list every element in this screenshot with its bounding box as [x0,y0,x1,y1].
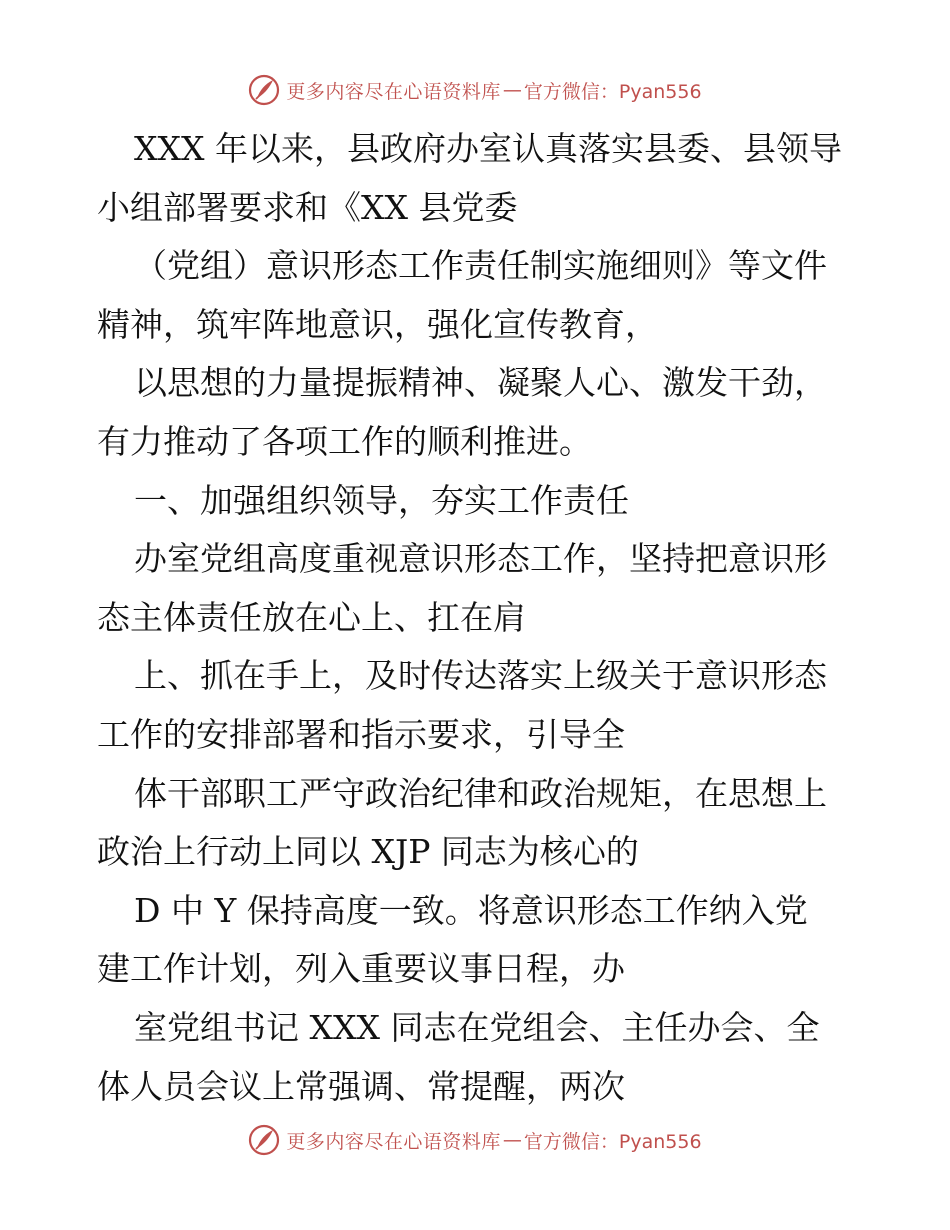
watermark-wechat: 官方微信：Pyan556 [523,1130,702,1153]
paragraph-line: 上、抓在手上，及时传达落实上级关于意识形态 [134,656,827,696]
paragraph-line: 建工作计划，列入重要议事日程，办 [97,949,625,989]
paragraph-line: 以思想的力量提振精神、凝聚人心、激发干劲， [134,363,827,403]
watermark-wechat: 官方微信：Pyan556 [523,80,702,103]
paragraph-line: 室党组书记 XXX 同志在党组会、主任办会、全 [134,1007,820,1047]
paragraph-line: 态主体责任放在心上、扛在肩 [97,597,526,637]
watermark-separator: — [502,79,522,101]
paragraph-line: 政治上行动上同以 XJP 同志为核心的 [97,832,639,872]
watermark-text: 更多内容尽在心语资料库 [286,80,501,103]
paragraph-line: 工作的安排部署和指示要求，引导全 [97,714,625,754]
document-body [97,120,867,1116]
paragraph-line: 有力推动了各项工作的顺利推进。 [97,421,592,461]
paragraph-line: 小组部署要求和《XX 县党委 [97,187,518,227]
footer-watermark [0,1120,950,1160]
paragraph-line: 体人员会议上常强调、常提醒，两次 [97,1066,625,1106]
paragraph-line: D 中 Y 保持高度一致。将意识形态工作纳入党 [134,890,808,930]
paragraph-line: （党组）意识形态工作责任制实施细则》等文件 [134,246,827,286]
header-watermark [0,70,950,110]
paragraph-line: XXX 年以来，县政府办室认真落实县委、县领导 [134,129,842,168]
watermark-separator: — [502,1129,522,1151]
watermark-text: 更多内容尽在心语资料库 [286,1130,501,1153]
paragraph-line: 办室党组高度重视意识形态工作，坚持把意识形 [134,539,827,579]
section-heading: 一、加强组织领导，夯实工作责任 [134,480,629,520]
quill-pen-logo-icon [248,1124,280,1156]
paragraph-line: 精神，筑牢阵地意识，强化宣传教育， [97,304,658,344]
quill-pen-logo-icon [248,74,280,106]
paragraph-line: 体干部职工严守政治纪律和政治规矩，在思想上 [134,773,827,813]
